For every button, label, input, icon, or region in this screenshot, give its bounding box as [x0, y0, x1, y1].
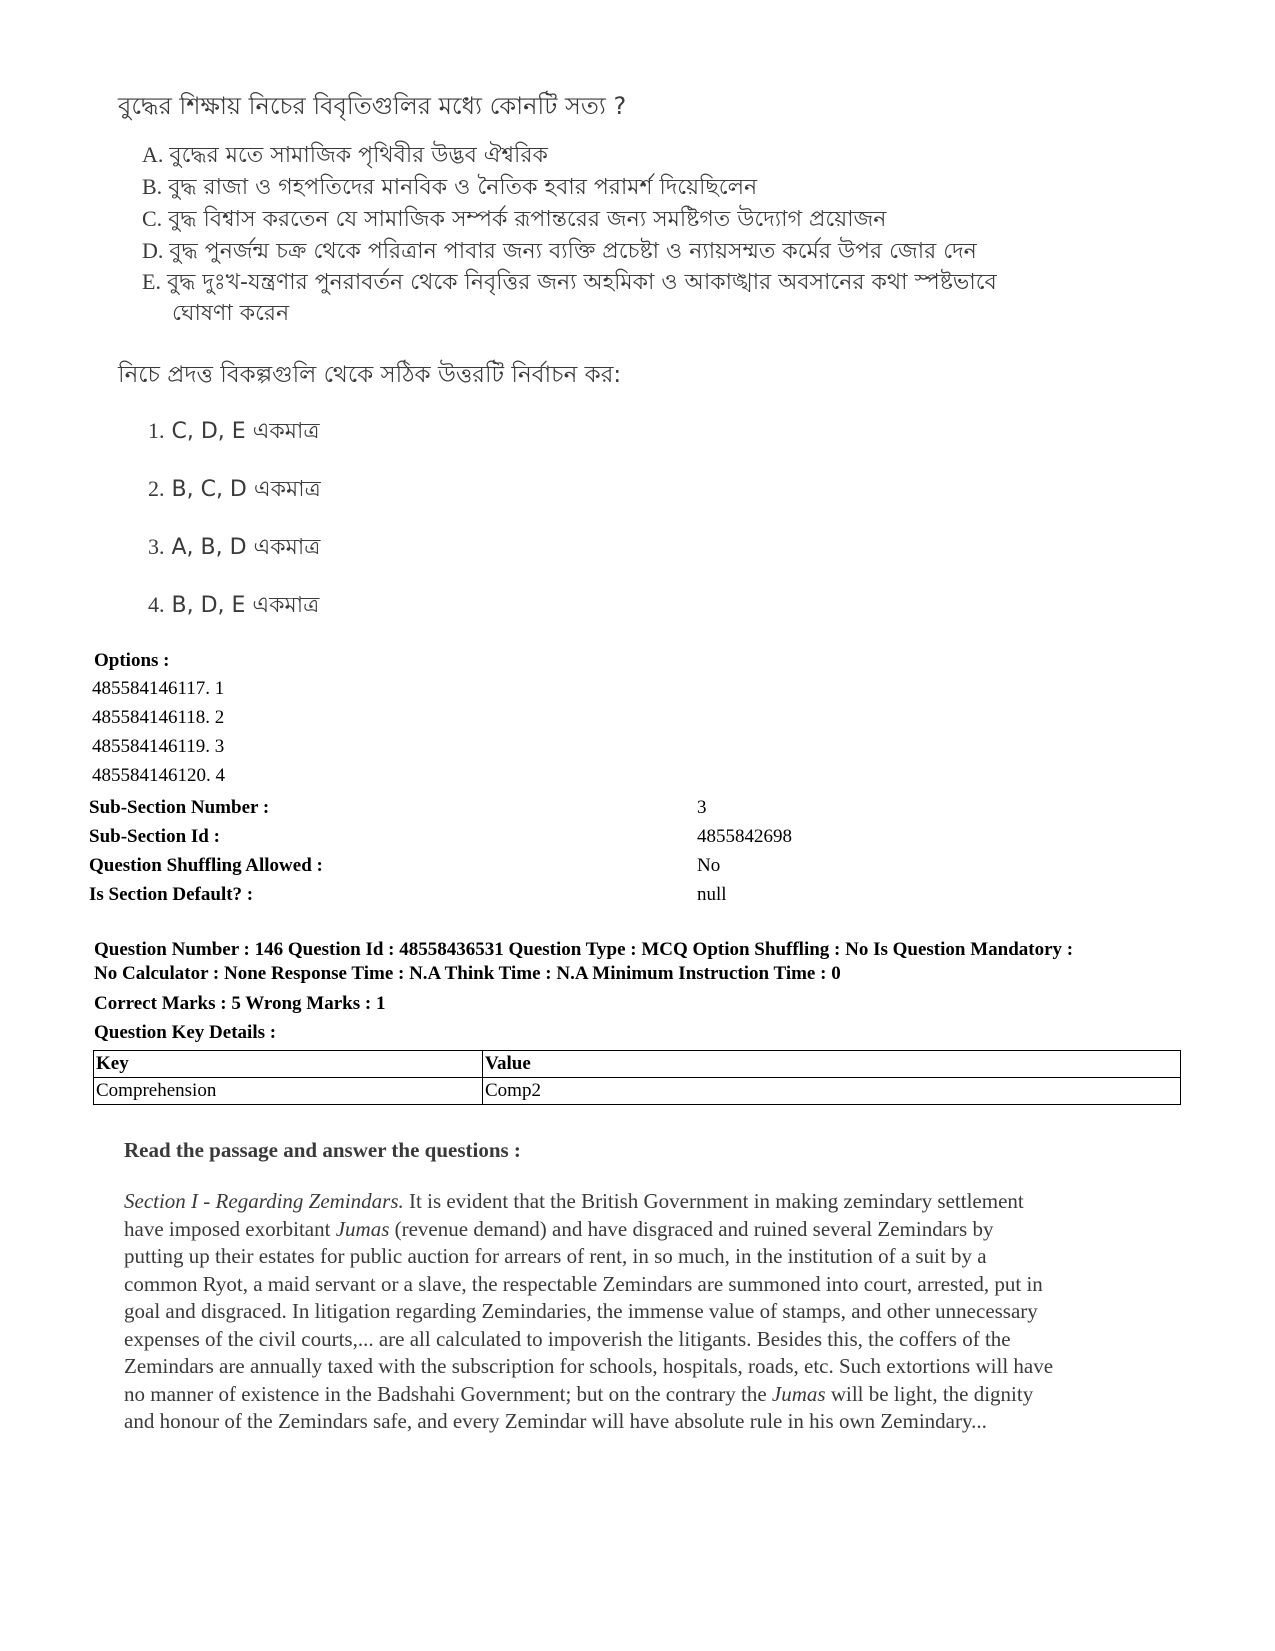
question-info-line-2: No Calculator : None Response Time : N.A Think Time : N.A Minimum Instruction Time : 0 — [94, 963, 841, 984]
passage-line: goal and disgraced. In litigation regarding Zemindaries, the immense value of stamps, and other unnecessary — [124, 1299, 1038, 1323]
table-header-value: Value — [483, 1051, 1181, 1078]
option-item: 485584146118. 2 — [92, 707, 225, 728]
subsection-id-label: Sub-Section Id : — [89, 826, 220, 847]
choice-text: B, D, E একমাত্র — [171, 593, 320, 618]
choice-text: A, B, D একমাত্র — [171, 535, 321, 560]
table-header-key: Key — [94, 1051, 483, 1078]
choice-number: 1. — [148, 418, 165, 443]
passage-term: Jumas — [771, 1381, 826, 1406]
subsection-number-label: Sub-Section Number : — [89, 797, 270, 818]
section-default-label: Is Section Default? : — [89, 884, 254, 905]
question-shuffling-label: Question Shuffling Allowed : — [89, 855, 323, 876]
choice-number: 4. — [148, 592, 165, 617]
section-default-value: null — [697, 884, 727, 905]
passage-line — [124, 1381, 1184, 1409]
question-stem: বুদ্ধের শিক্ষায় নিচের বিবৃতিগুলির মধ্যে কোনটি সত্য ? — [118, 92, 627, 120]
choice-3 — [148, 530, 320, 567]
marks-info: Correct Marks : 5 Wrong Marks : 1 — [94, 993, 386, 1014]
passage-text: It is evident that the British Government in making zemindary settlement — [403, 1189, 1024, 1213]
passage-text: have imposed exorbitant — [124, 1216, 336, 1241]
passage-line — [124, 1216, 1184, 1244]
statement-label: C. — [142, 206, 163, 231]
statement-text: বুদ্ধ রাজা ও গহপতিদের মানবিক ও নৈতিক হবার পরামর্শ দিয়েছিলেন — [168, 175, 758, 200]
passage-title: Read the passage and answer the questions : — [124, 1138, 521, 1162]
passage-line: common Ryot, a maid servant or a slave, the respectable Zemindars are summoned into court, arrested, put in — [124, 1271, 1043, 1296]
answer-instruction: নিচে প্রদত্ত বিকল্পগুলি থেকে সঠিক উত্তরটি নির্বাচন কর: — [118, 362, 622, 388]
statement-text-continued: ঘোষণা করেন — [172, 301, 290, 326]
option-item: 485584146120. 4 — [92, 765, 225, 786]
passage-line — [124, 1188, 1184, 1216]
options-heading: Options : — [94, 650, 170, 671]
passage-text: will be light, the dignity — [825, 1381, 1034, 1406]
statement-label: A. — [142, 142, 164, 167]
choice-number: 3. — [148, 534, 165, 559]
choice-4 — [148, 588, 319, 625]
option-item: 485584146119. 3 — [92, 736, 225, 757]
subsection-id-value: 4855842698 — [697, 826, 792, 847]
choice-text: B, C, D একমাত্র — [171, 477, 321, 502]
choice-text: C, D, E একমাত্র — [171, 419, 320, 444]
statement-label: D. — [142, 238, 164, 263]
passage-term: Jumas — [335, 1216, 390, 1241]
subsection-number-value: 3 — [697, 797, 707, 818]
choice-1 — [148, 414, 320, 451]
passage-line: Zemindars are annually taxed with the subscription for schools, hospitals, roads, etc. Such extortions will have — [124, 1354, 1054, 1378]
statement-text: বুদ্ধের মতে সামাজিক পৃথিবীর উদ্ভব ঐশ্বরিক — [169, 143, 548, 168]
passage-body — [124, 1188, 1184, 1436]
passage-text: no manner of existence in the Badshahi Government; but on the contrary the — [124, 1381, 772, 1406]
option-item: 485584146117. 1 — [92, 678, 225, 699]
statement-text: বুদ্ধ বিশ্বাস করতেন যে সামাজিক সম্পর্ক রূপান্তরের জন্য সমষ্টিগত উদ্যোগ প্রয়োজন — [168, 207, 887, 232]
table-cell: Comp2 — [483, 1078, 1181, 1105]
statement-label: B. — [142, 174, 163, 199]
statement-e — [142, 266, 1122, 329]
statement-label: E. — [142, 269, 161, 294]
passage-line: expenses of the civil courts,... are all calculated to impoverish the litigants. Besides this, the coffers of the — [124, 1326, 1011, 1351]
choice-2 — [148, 472, 321, 509]
table-header-row — [94, 1051, 1181, 1078]
key-details-table — [93, 1050, 1181, 1105]
passage-lead: Section I - Regarding Zemindars. — [124, 1189, 404, 1213]
passage-line: putting up their estates for public auction for arrears of rent, in so much, in the institution of a suit by a — [124, 1244, 987, 1268]
question-info-line-1: Question Number : 146 Question Id : 48558436531 Question Type : MCQ Option Shuffling : No Is Question Mandatory : — [94, 939, 1074, 960]
statement-text: বুদ্ধ পুনর্জন্ম চক্র থেকে পরিত্রান পাবার জন্য ব্যক্তি প্রচেষ্টা ও ন্যায়সম্মত কর্মের উপর জোর দেন — [169, 239, 977, 264]
passage-line: and honour of the Zemindars safe, and every Zemindar will have absolute rule in his own Zemindary... — [124, 1409, 987, 1433]
question-info — [94, 938, 1194, 986]
statement-text: বুদ্ধ দুঃখ-যন্ত্রণার পুনরাবর্তন থেকে নিবৃত্তির জন্য অহমিকা ও আকাঙ্খার অবসানের কথা স্পষ্টভাবে — [166, 270, 997, 295]
table-cell: Comprehension — [94, 1078, 483, 1105]
key-details-heading: Question Key Details : — [94, 1022, 277, 1043]
choice-number: 2. — [148, 476, 165, 501]
passage-text: (revenue demand) and have disgraced and ruined several Zemindars by — [389, 1216, 994, 1241]
table-row — [94, 1078, 1181, 1105]
question-shuffling-value: No — [697, 855, 721, 876]
